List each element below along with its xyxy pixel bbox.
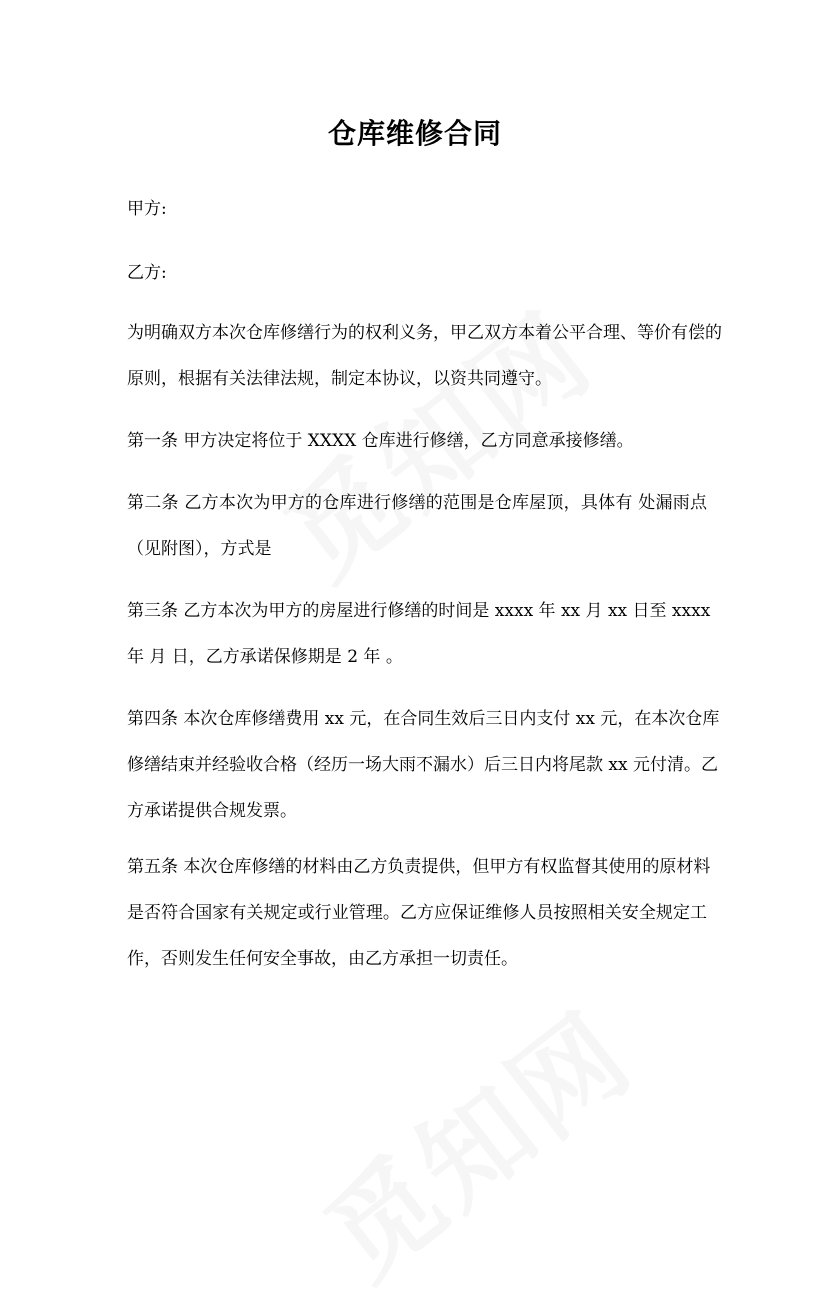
paragraph-line: 第四条 本次仓库修缮费用 xx 元，在合同生效后三日内支付 xx 元，在本次仓库 [127,709,720,729]
party-a-label: 甲方: [127,199,167,219]
paragraph-line: 是否符合国家有关规定或行业管理。乙方应保证维修人员按照相关安全规定工 [127,903,707,923]
paragraph-line: 作，否则发生任何安全事故，由乙方承担一切责任。 [127,949,518,969]
paragraph-line: 第一条 甲方决定将位于 XXXX 仓库进行修缮，乙方同意承接修缮。 [127,431,634,451]
paragraph-line: 修缮结束并经验收合格（经历一场大雨不漏水）后三日内将尾款 xx 元付清。乙 [127,755,718,775]
paragraph-line: 为明确双方本次仓库修缮行为的权利义务，甲乙双方本着公平合理、等价有偿的 [127,323,722,343]
paragraph-line: 方承诺提供合规发票。 [127,801,297,821]
paragraph-line: 原则，根据有关法律法规，制定本协议，以资共同遵守。 [127,369,552,389]
paragraph-line: 第三条 乙方本次为甲方的房屋进行修缮的时间是 xxxx 年 xx 月 xx 日至 xxxx [127,601,711,621]
watermark [288,970,660,1308]
paragraph-line: 第五条 本次仓库修缮的材料由乙方负责提供，但甲方有权监督其使用的原材料 [127,857,711,877]
paragraph-line: 年 月 日，乙方承诺保修期是 2 年 。 [127,647,403,667]
paragraph-line: （见附图），方式是 [127,539,272,559]
document-title: 仓库维修合同 [327,117,502,150]
paragraph-line: 第二条 乙方本次为甲方的仓库进行修缮的范围是仓库屋顶，具体有 处漏雨点 [127,493,707,513]
party-b-label: 乙方: [127,263,167,283]
